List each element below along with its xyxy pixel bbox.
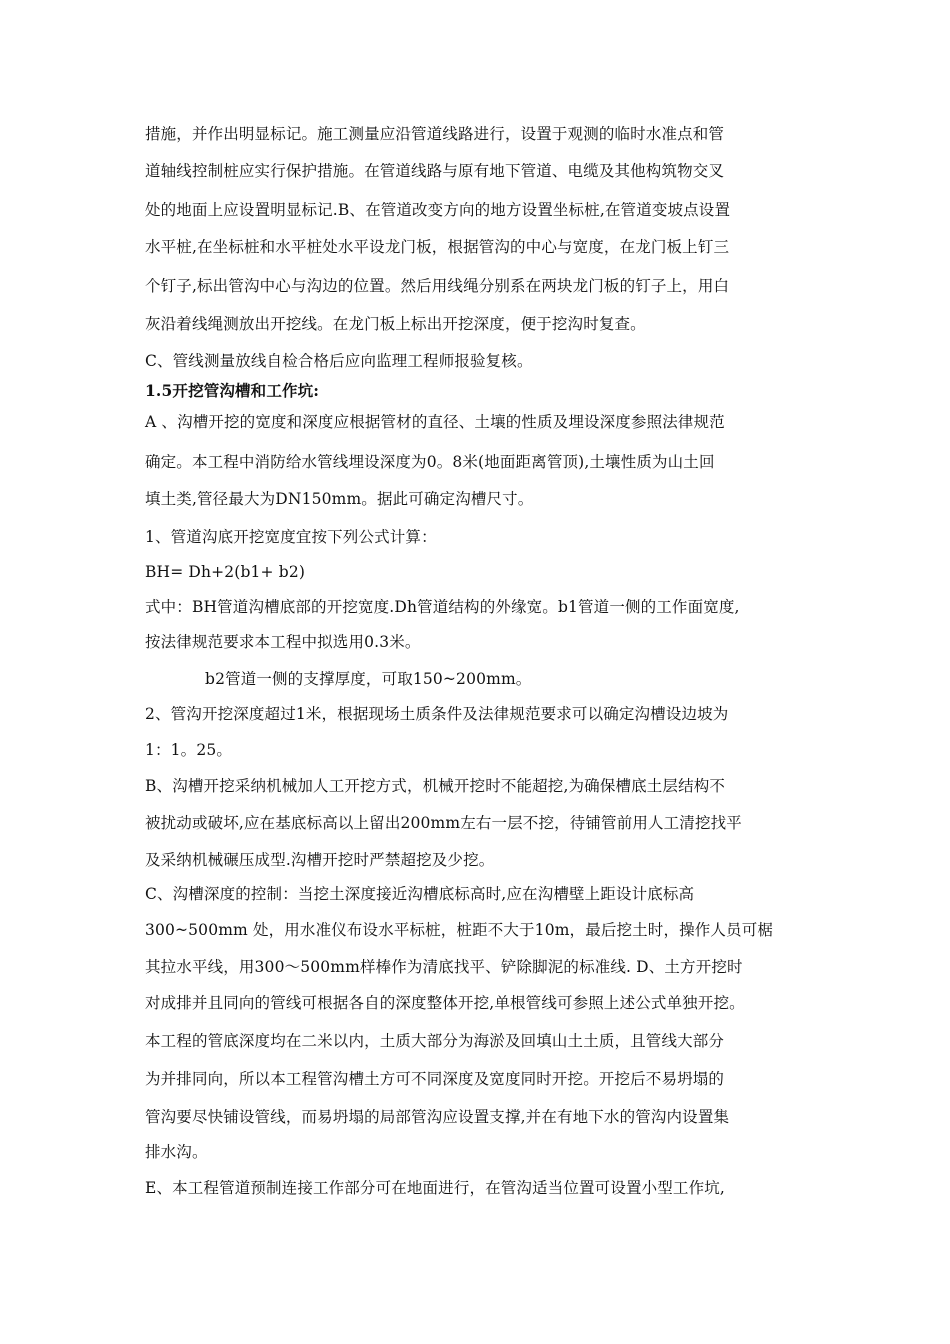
text-line: E、本工程管道预制连接工作部分可在地面进行，在管沟适当位置可设置小型工作坑, xyxy=(145,1179,725,1197)
text-line: 式中：BH管道沟槽底部的开挖宽度.Dh管道结构的外缘宽。b1管道一侧的工作面宽度, xyxy=(145,598,740,616)
text-line: C、沟槽深度的控制：当挖土深度接近沟槽底标高时,应在沟槽壁上距设计底标高 xyxy=(145,885,695,903)
text-line: B、沟槽开挖采纳机械加人工开挖方式，机械开挖时不能超挖,为确保槽底土层结构不 xyxy=(145,777,726,795)
text-line: 其拉水平线，用300～500mm样棒作为清底找平、铲除脚泥的标准线. D、土方开挖时 xyxy=(145,958,743,976)
text-line: b2管道一侧的支撑厚度，可取150~200mm。 xyxy=(205,670,532,688)
text-line: 本工程的管底深度均在二米以内，土质大部分为海淤及回填山土土质，且管线大部分 xyxy=(145,1032,725,1050)
text-line: 灰沿着线绳测放出开挖线。在龙门板上标出开挖深度，便于挖沟时复查。 xyxy=(145,315,646,333)
text-line: 1、管道沟底开挖宽度宜按下列公式计算： xyxy=(145,528,437,546)
text-line: 及采纳机械碾压成型.沟槽开挖时严禁超挖及少挖。 xyxy=(145,851,495,869)
text-line: 措施，并作出明显标记。施工测量应沿管道线路进行，设置于观测的临时水准点和管 xyxy=(145,125,725,143)
formula-line: BH= Dh+2(b1+ b2) xyxy=(145,563,306,581)
text-line: 个钉子,标出管沟中心与沟边的位置。然后用线绳分别系在两块龙门板的钉子上，用白 xyxy=(145,277,730,295)
text-line: 道轴线控制桩应实行保护措施。在管道线路与原有地下管道、电缆及其他构筑物交叉 xyxy=(145,162,725,180)
text-line: 对成排并且同向的管线可根据各自的深度整体开挖,单根管线可参照上述公式单独开挖。 xyxy=(145,994,745,1012)
text-line: 处的地面上应设置明显标记.B、在管道改变方向的地方设置坐标桩,在管道变坡点设置 xyxy=(145,201,731,219)
text-line: 被扰动或破坏,应在基底标高以上留出200mm左右一层不挖，待铺管前用人工清挖找平 xyxy=(145,814,742,832)
text-line: 1：1。25。 xyxy=(145,741,232,759)
text-line: A 、沟槽开挖的宽度和深度应根据管材的直径、土壤的性质及埋设深度参照法律规范 xyxy=(145,413,725,431)
text-line: 水平桩,在坐标桩和水平桩处水平设龙门板，根据管沟的中心与宽度，在龙门板上钉三 xyxy=(145,238,730,256)
text-line: 确定。本工程中消防给水管线埋设深度为0。8米(地面距离管顶),土壤性质为山土回 xyxy=(145,453,715,471)
section-heading: 1.5开挖管沟槽和工作坑: xyxy=(145,381,320,400)
text-line: 2、管沟开挖深度超过1米，根据现场土质条件及法律规范要求可以确定沟槽设边坡为 xyxy=(145,705,729,723)
text-line: 为并排同向，所以本工程管沟槽土方可不同深度及宽度同时开挖。开挖后不易坍塌的 xyxy=(145,1070,725,1088)
text-line: 管沟要尽快铺设管线，而易坍塌的局部管沟应设置支撑,并在有地下水的管沟内设置集 xyxy=(145,1108,730,1126)
text-line: 按法律规范要求本工程中拟选用0.3米。 xyxy=(145,633,421,651)
text-line: 300~500mm 处，用水准仪布设水平标桩，桩距不大于10m，最后挖土时，操作人员可椐 xyxy=(145,921,774,939)
text-line: 填土类,管径最大为DN150mm。据此可确定沟槽尺寸。 xyxy=(145,490,534,508)
text-line: C、管线测量放线自检合格后应向监理工程师报验复核。 xyxy=(145,352,533,370)
text-line: 排水沟。 xyxy=(145,1143,208,1161)
